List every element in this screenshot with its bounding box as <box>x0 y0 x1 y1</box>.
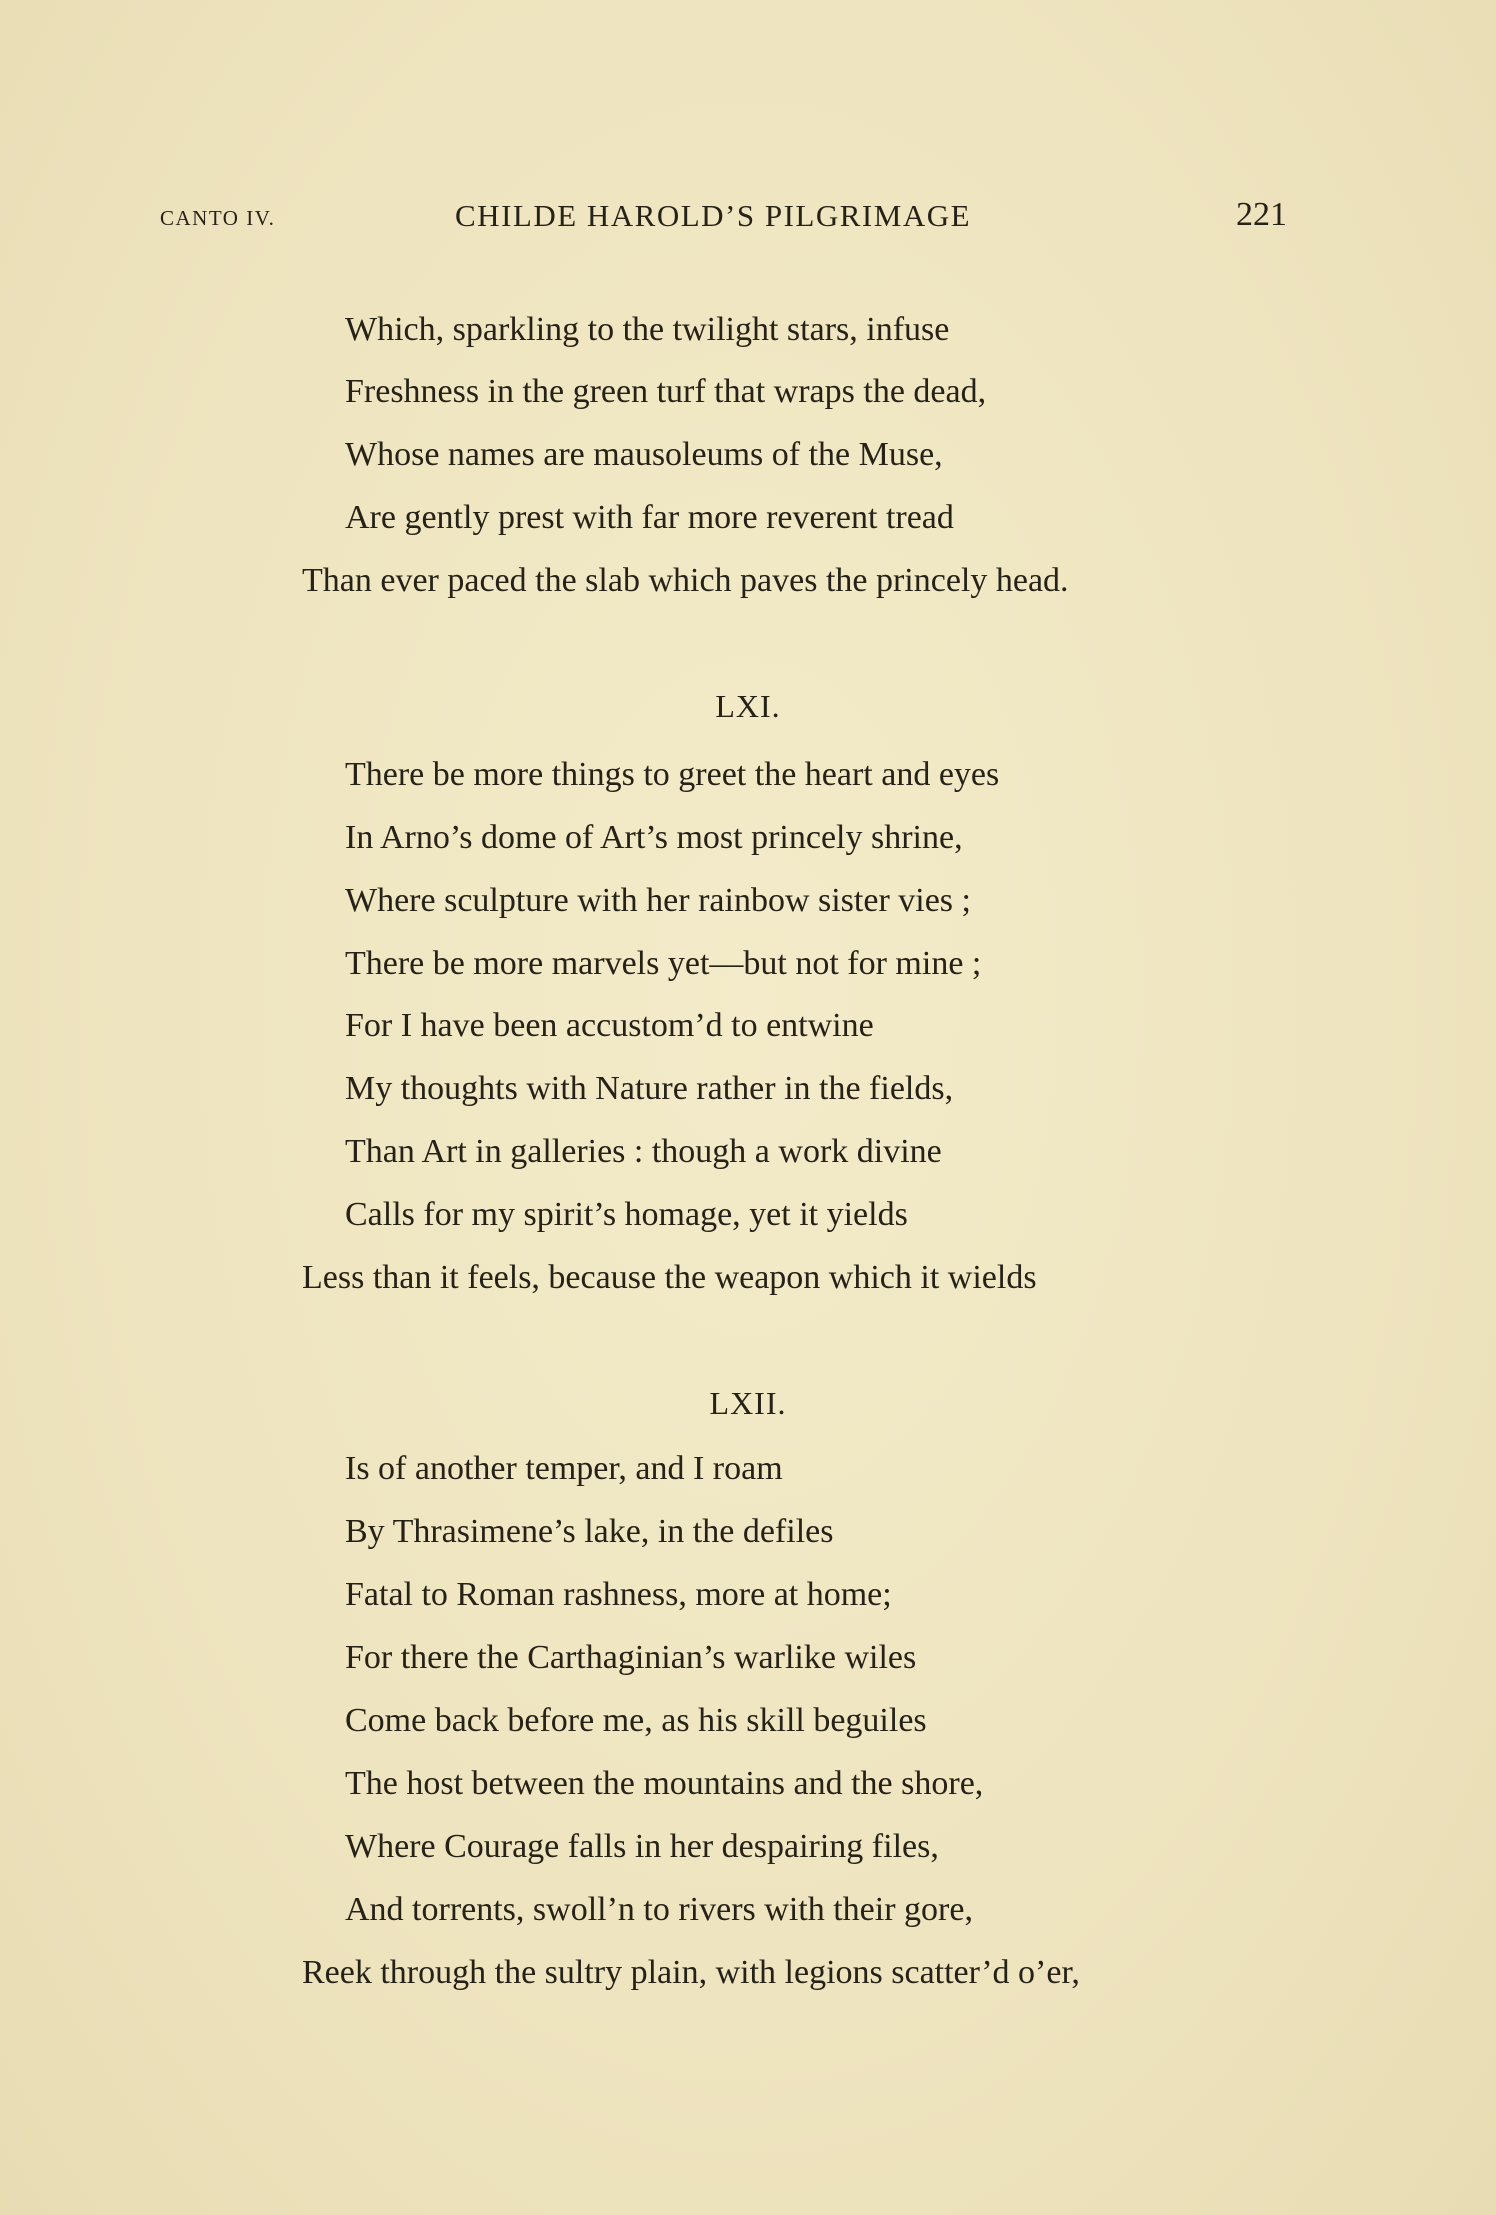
verse-line: Fatal to Roman rashness, more at home; <box>345 1576 892 1613</box>
verse-line: My thoughts with Nature rather in the fields, <box>345 1070 954 1107</box>
stanza-number: LXI. <box>715 688 781 724</box>
verse-line: In Arno’s dome of Art’s most princely shrine, <box>345 819 963 856</box>
verse-line: And torrents, swoll’n to rivers with their gore, <box>345 1891 973 1928</box>
verse-line: Which, sparkling to the twilight stars, infuse <box>345 311 950 348</box>
stanza-number: LXII. <box>709 1385 787 1421</box>
running-head <box>0 196 1496 240</box>
verse-line: Calls for my spirit’s homage, yet it yields <box>345 1196 908 1233</box>
verse-line: There be more marvels yet—but not for mine ; <box>345 945 982 982</box>
verse-line: By Thrasimene’s lake, in the defiles <box>345 1513 834 1550</box>
canto-label: CANTO IV. <box>160 206 276 230</box>
verse-line: Are gently prest with far more reverent tread <box>345 499 954 536</box>
verse-line: Come back before me, as his skill beguiles <box>345 1702 927 1739</box>
page-number: 221 <box>1236 196 1287 233</box>
verse-line: Freshness in the green turf that wraps the dead, <box>345 373 987 410</box>
verse-line: There be more things to greet the heart and eyes <box>345 756 1000 793</box>
verse-line: Less than it feels, because the weapon which it wields <box>302 1259 1037 1296</box>
verse-line: The host between the mountains and the shore, <box>345 1765 984 1802</box>
book-title: CHILDE HAROLD’S PILGRIMAGE <box>455 198 972 233</box>
verse-line: Whose names are mausoleums of the Muse, <box>345 436 943 473</box>
verse-line: For there the Carthaginian’s warlike wiles <box>345 1639 917 1676</box>
verse-line: Than ever paced the slab which paves the princely head. <box>302 562 1069 599</box>
verse-line: Where Courage falls in her despairing files, <box>345 1828 939 1865</box>
verse-line: Reek through the sultry plain, with legions scatter’d o’er, <box>302 1954 1080 1991</box>
verse-line: Than Art in galleries : though a work divine <box>345 1133 942 1170</box>
verse-line: Is of another temper, and I roam <box>345 1450 783 1487</box>
verse-line: Where sculpture with her rainbow sister vies ; <box>345 882 971 919</box>
verse-line: For I have been accustom’d to entwine <box>345 1007 874 1044</box>
